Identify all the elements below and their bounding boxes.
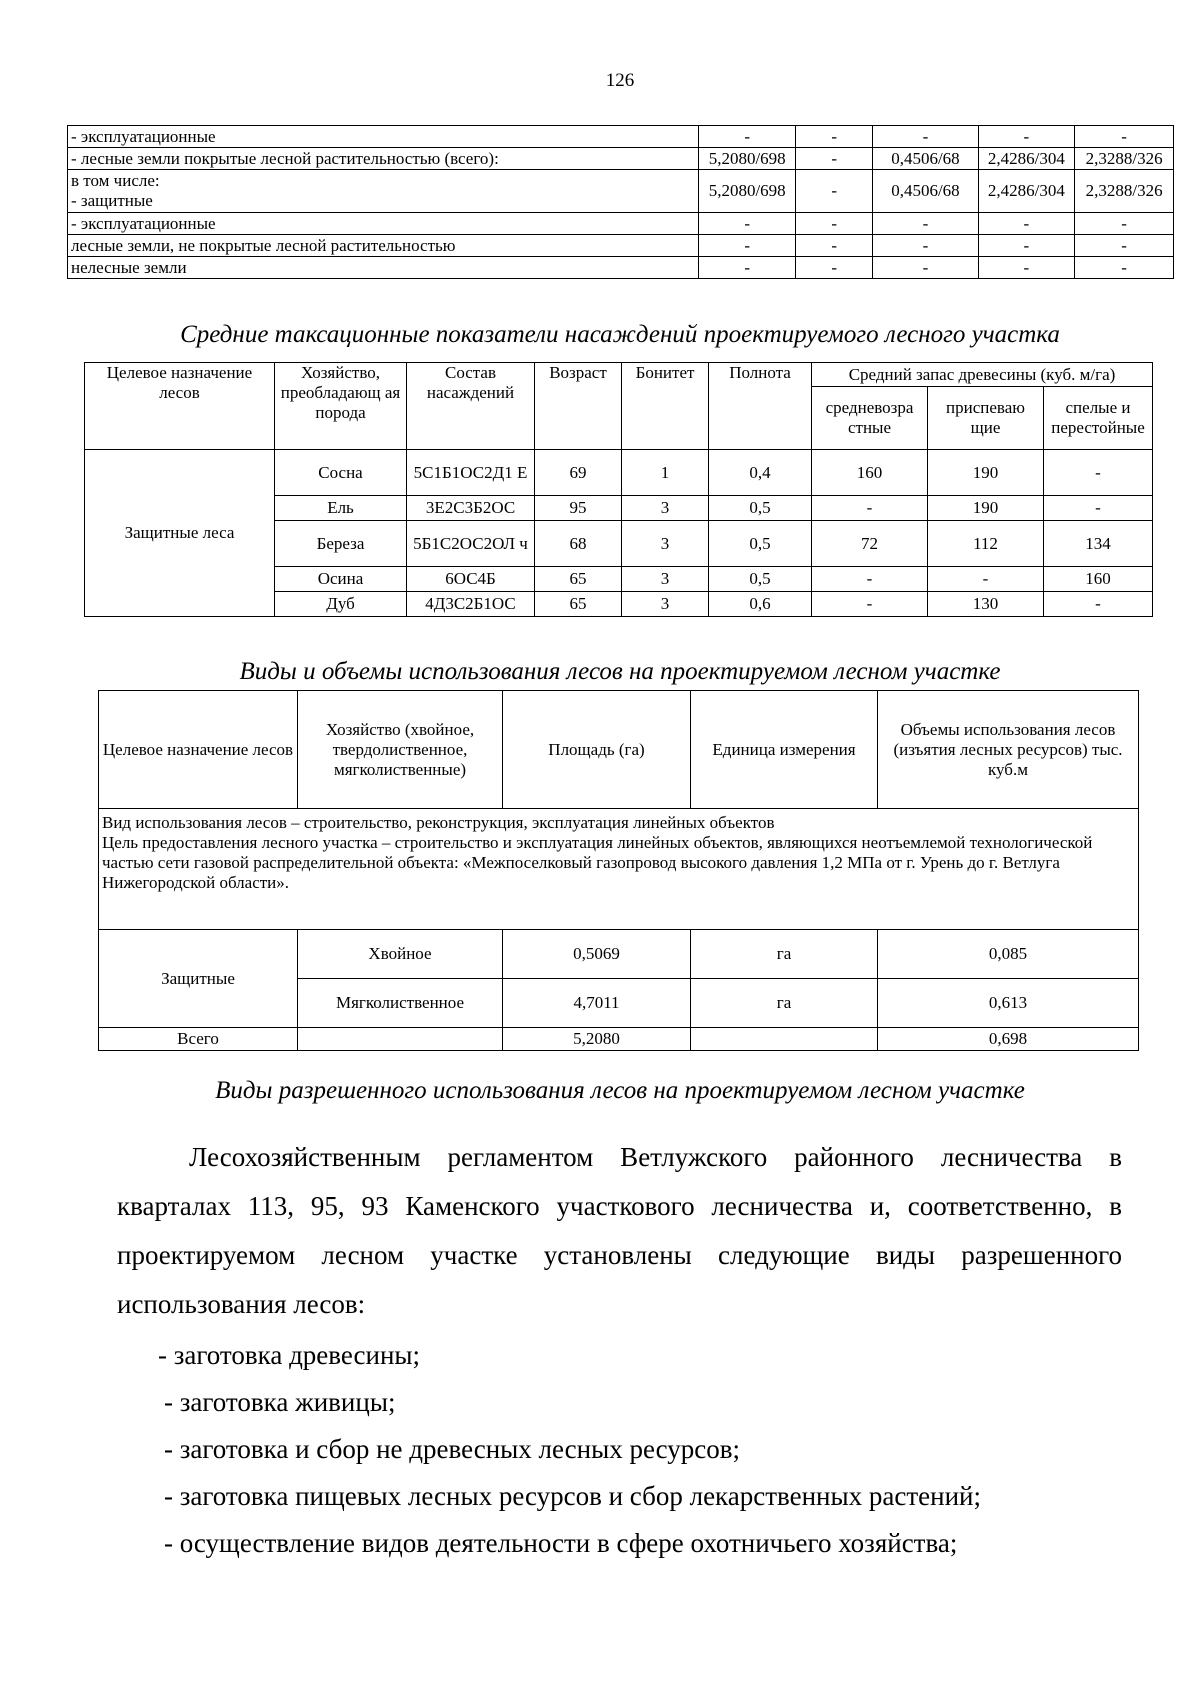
table-row — [99, 930, 1139, 979]
stock-ripening-cell: 190 — [928, 450, 1044, 496]
usage-type-text: Вид использования лесов – строительство, реконструкция, эксплуатация линейных объектов — [102, 813, 775, 832]
table-cell: 0,4506/68 — [873, 148, 978, 170]
row-label — [68, 170, 699, 213]
farm-cell: Хвойное — [298, 930, 503, 979]
volume-cell: 0,085 — [878, 930, 1139, 979]
species-cell: Береза — [275, 521, 407, 567]
species-cell: Осина — [275, 567, 407, 592]
stock-mid-cell: 72 — [812, 521, 928, 567]
header-purpose: Целевое назначение лесов — [85, 363, 275, 450]
density-cell: 0,5 — [709, 567, 812, 592]
bonitet-cell: 3 — [622, 496, 709, 521]
header-age: Возраст — [535, 363, 622, 450]
stock-ripe-cell: 134 — [1044, 521, 1153, 567]
age-cell: 68 — [535, 521, 622, 567]
list-item: - заготовка живицы; — [164, 1387, 396, 1417]
bonitet-cell: 3 — [622, 592, 709, 617]
stock-mid-cell: - — [812, 592, 928, 617]
bonitet-cell: 3 — [622, 521, 709, 567]
table-row — [68, 257, 1174, 279]
table-cell: - — [1075, 213, 1174, 235]
density-cell: 0,5 — [709, 496, 812, 521]
table-row — [68, 148, 1174, 170]
age-cell: 95 — [535, 496, 622, 521]
stock-ripe-cell: - — [1044, 496, 1153, 521]
species-cell: Ель — [275, 496, 407, 521]
header-purpose: Целевое назначение лесов — [99, 691, 298, 809]
table-cell: - — [796, 235, 873, 257]
header-composition: Состав насаждений — [407, 363, 535, 450]
group-label: Защитные леса — [85, 450, 275, 617]
stock-ripening-cell: 130 — [928, 592, 1044, 617]
area-cell: 0,5069 — [503, 930, 691, 979]
table-cell: - — [873, 126, 978, 148]
bonitet-cell: 1 — [622, 450, 709, 496]
table-cell: - — [1075, 257, 1174, 279]
header-stock-ripe: спелые и перестойные — [1044, 387, 1153, 450]
unit-cell: га — [691, 930, 878, 979]
header-unit: Единица измерения — [691, 691, 878, 809]
table-cell: 0,4506/68 — [873, 170, 978, 213]
table-cell: - — [796, 257, 873, 279]
row-label: - эксплуатационные — [68, 126, 699, 148]
total-label: Всего — [99, 1028, 298, 1051]
table-cell: - — [1075, 126, 1174, 148]
table-row — [68, 235, 1174, 257]
table-cell: - — [873, 213, 978, 235]
group-label: Защитные — [99, 930, 298, 1028]
row-label-line: - защитные — [71, 191, 153, 210]
table-cell: 2,3288/326 — [1075, 170, 1174, 213]
list-item: - осуществление видов деятельности в сфере охотничьего хозяйства; — [164, 1528, 958, 1558]
table-cell: - — [978, 257, 1075, 279]
list-item: - заготовка пищевых лесных ресурсов и сбор лекарственных растений; — [164, 1481, 982, 1511]
header-stock: Средний запас древесины (куб. м/га) — [812, 363, 1153, 387]
list-item: - заготовка древесины; — [158, 1340, 421, 1370]
volume-cell: 0,613 — [878, 979, 1139, 1028]
stock-ripe-cell: - — [1044, 592, 1153, 617]
composition-cell: 5С1Б1ОС2Д1 Е — [407, 450, 535, 496]
composition-cell: 4Д3С2Б1ОС — [407, 592, 535, 617]
permitted-list — [158, 1332, 981, 1567]
species-cell: Дуб — [275, 592, 407, 617]
table-cell: - — [1075, 235, 1174, 257]
total-farm-cell — [298, 1028, 503, 1051]
table-cell: - — [796, 126, 873, 148]
usage-description — [99, 809, 1139, 930]
row-label: - лесные земли покрытые лесной растительностью (всего): — [68, 148, 699, 170]
permitted-caption: Виды разрешенного использования лесов на проектируемом лесном участке — [215, 1077, 1025, 1104]
header-density: Полнота — [709, 363, 812, 450]
table-cell: - — [699, 213, 796, 235]
row-label: - эксплуатационные — [68, 213, 699, 235]
species-cell: Сосна — [275, 450, 407, 496]
taxation-table — [84, 362, 1153, 617]
usage-caption: Виды и объемы использования лесов на проектируемом лесном участке — [239, 658, 1001, 685]
description-row — [99, 809, 1139, 930]
header-farm: Хозяйство (хвойное, твердолиственное, мягколиственные) — [298, 691, 503, 809]
list-item: - заготовка и сбор не древесных лесных ресурсов; — [164, 1434, 741, 1464]
row-label: лесные земли, не покрытые лесной растительностью — [68, 235, 699, 257]
table-cell: - — [796, 148, 873, 170]
usage-table — [98, 690, 1139, 1051]
header-bonitet: Бонитет — [622, 363, 709, 450]
page-number: 126 — [605, 70, 635, 91]
land-category-table — [67, 125, 1174, 279]
usage-purpose-text: Цель предоставления лесного участка – строительство и эксплуатация линейных объектов, являющихся неотъемлемой технологической частью сети газовой распределительной объекта: «Межпоселковый газопровод высокого давления 1,2 МПа от г. Урень до г. Ветлуга Нижегородской области». — [102, 833, 1093, 892]
table-header-row — [99, 691, 1139, 809]
permitted-paragraph: Лесохозяйственным регламентом Ветлужского районного лесничества в кварталах 113, 95, 93 Каменского участкового лесничества и, соответственно, в проектируемом лесном участке установлены следующие виды разрешенного использования лесов: — [117, 1142, 1122, 1319]
total-area: 5,2080 — [503, 1028, 691, 1051]
total-unit-cell — [691, 1028, 878, 1051]
table-cell: - — [873, 235, 978, 257]
table-cell: - — [699, 257, 796, 279]
farm-cell: Мягколиственное — [298, 979, 503, 1028]
unit-cell: га — [691, 979, 878, 1028]
table-row — [85, 450, 1153, 496]
header-stock-mid: средневозра стные — [812, 387, 928, 450]
density-cell: 0,4 — [709, 450, 812, 496]
row-label: нелесные земли — [68, 257, 699, 279]
age-cell: 65 — [535, 567, 622, 592]
table-cell: - — [873, 257, 978, 279]
stock-ripe-cell: - — [1044, 450, 1153, 496]
table-cell: - — [796, 213, 873, 235]
age-cell: 69 — [535, 450, 622, 496]
stock-mid-cell: - — [812, 496, 928, 521]
density-cell: 0,6 — [709, 592, 812, 617]
area-cell: 4,7011 — [503, 979, 691, 1028]
composition-cell: 5Б1С2ОС2ОЛ ч — [407, 521, 535, 567]
taxation-caption: Средние таксационные показатели насаждений проектируемого лесного участка — [180, 321, 1060, 348]
table-cell: 5,2080/698 — [699, 170, 796, 213]
header-volume: Объемы использования лесов (изъятия лесных ресурсов) тыс. куб.м — [878, 691, 1139, 809]
composition-cell: 3Е2С3Б2ОС — [407, 496, 535, 521]
stock-mid-cell: - — [812, 567, 928, 592]
stock-ripening-cell: - — [928, 567, 1044, 592]
row-label-line: в том числе: — [71, 171, 160, 190]
table-row — [68, 170, 1174, 213]
stock-ripe-cell: 160 — [1044, 567, 1153, 592]
table-cell: - — [978, 126, 1075, 148]
total-row — [99, 1028, 1139, 1051]
stock-ripening-cell: 112 — [928, 521, 1044, 567]
total-volume: 0,698 — [878, 1028, 1139, 1051]
stock-ripening-cell: 190 — [928, 496, 1044, 521]
table-cell: 2,4286/304 — [978, 148, 1075, 170]
table-row — [68, 213, 1174, 235]
table-cell: - — [796, 170, 873, 213]
table-header-row — [85, 363, 1153, 387]
age-cell: 65 — [535, 592, 622, 617]
table-cell: 5,2080/698 — [699, 148, 796, 170]
density-cell: 0,5 — [709, 521, 812, 567]
bonitet-cell: 3 — [622, 567, 709, 592]
table-row — [68, 126, 1174, 148]
table-cell: - — [978, 213, 1075, 235]
stock-mid-cell: 160 — [812, 450, 928, 496]
table-cell: 2,4286/304 — [978, 170, 1075, 213]
header-farm: Хозяйство, преобладающ ая порода — [275, 363, 407, 450]
composition-cell: 6ОС4Б — [407, 567, 535, 592]
table-cell: - — [699, 235, 796, 257]
header-stock-ripening: приспеваю щие — [928, 387, 1044, 450]
table-cell: - — [978, 235, 1075, 257]
header-area: Площадь (га) — [503, 691, 691, 809]
table-cell: 2,3288/326 — [1075, 148, 1174, 170]
table-cell: - — [699, 126, 796, 148]
